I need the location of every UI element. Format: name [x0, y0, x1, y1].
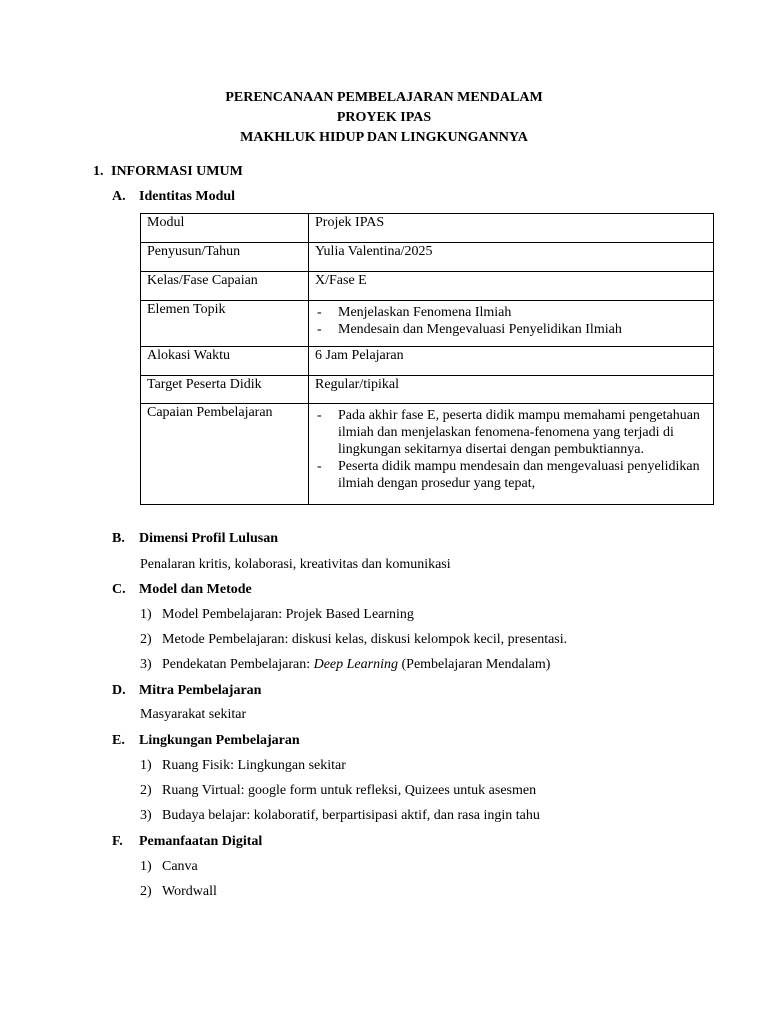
elemen-topik-list [315, 304, 707, 338]
item-number: 1) [140, 758, 152, 773]
section-b-text: Penalaran kritis, kolaborasi, kreativitas dan komunikasi [140, 557, 451, 572]
title-line-3: MAKHLUK HIDUP DAN LINGKUNGANNYA [240, 130, 528, 145]
list-item [140, 884, 217, 901]
row-value: X/Fase E [309, 272, 714, 301]
capaian-cell-content [315, 405, 707, 502]
row-label: Capaian Pembelajaran [141, 404, 309, 505]
section-a-letter: A. [112, 189, 126, 204]
section-f-letter: F. [112, 834, 123, 849]
capaian-list [315, 407, 707, 492]
list-item [140, 632, 567, 649]
table-row [141, 272, 714, 301]
row-label: Elemen Topik [141, 301, 309, 347]
table-row [141, 301, 714, 347]
section-a-label: Identitas Modul [139, 189, 236, 204]
identity-table [140, 213, 714, 505]
item-text-italic: Deep Learning [313, 657, 398, 672]
section-b-label: Dimensi Profil Lulusan [139, 531, 278, 546]
section-c-letter: C. [112, 582, 126, 597]
row-value: Regular/tipikal [309, 376, 714, 404]
section-b-letter: B. [112, 531, 125, 546]
item-number: 1) [140, 859, 152, 874]
section-b-heading [112, 531, 278, 548]
item-number: 3) [140, 657, 152, 672]
row-value [309, 404, 714, 505]
section-1-label: INFORMASI UMUM [111, 164, 243, 179]
item-text: Wordwall [162, 884, 217, 899]
item-text: Metode Pembelajaran: diskusi kelas, diskusi kelompok kecil, presentasi. [162, 632, 568, 647]
item-number: 1) [140, 607, 152, 622]
section-1-heading [93, 164, 243, 181]
table-row [141, 404, 714, 505]
list-item [140, 607, 414, 624]
section-d-letter: D. [112, 683, 126, 698]
section-d-label: Mitra Pembelajaran [139, 683, 262, 698]
table-row [141, 376, 714, 404]
document-title [0, 88, 768, 148]
row-label: Target Peserta Didik [141, 376, 309, 404]
section-e-letter: E. [112, 733, 125, 748]
item-text: Budaya belajar: kolaboratif, berpartisipasi aktif, dan rasa ingin tahu [162, 808, 540, 823]
row-value: Yulia Valentina/2025 [309, 243, 714, 272]
row-value: Projek IPAS [309, 214, 714, 243]
item-number: 3) [140, 808, 152, 823]
section-d-heading [112, 683, 261, 700]
section-d-text: Masyarakat sekitar [140, 707, 247, 722]
section-f-label: Pemanfaatan Digital [139, 834, 263, 849]
section-e-label: Lingkungan Pembelajaran [139, 733, 300, 748]
row-value [309, 301, 714, 347]
item-number: 2) [140, 783, 152, 798]
row-label: Modul [141, 214, 309, 243]
list-item [140, 758, 346, 775]
row-value: 6 Jam Pelajaran [309, 347, 714, 376]
list-item [140, 808, 540, 825]
section-c-heading [112, 582, 252, 599]
list-item [140, 783, 536, 800]
section-f-heading [112, 834, 262, 851]
row-label: Kelas/Fase Capaian [141, 272, 309, 301]
title-line-1: PERENCANAAN PEMBELAJARAN MENDALAM [225, 90, 543, 105]
item-text: Canva [162, 859, 198, 874]
row-label: Penyusun/Tahun [141, 243, 309, 272]
section-c-label: Model dan Metode [139, 582, 252, 597]
table-row [141, 214, 714, 243]
list-item [140, 657, 550, 674]
list-item: - Peserta didik mampu mendesain dan mengevaluasi penyelidikan ilmiah dengan prosedur yang tepat, [315, 458, 707, 492]
item-number: 2) [140, 884, 152, 899]
item-text: Ruang Fisik: Lingkungan sekitar [162, 758, 346, 773]
list-item: - Pada akhir fase E, peserta didik mampu memahami pengetahuan ilmiah dan menjelaskan fenomena-fenomena yang terjadi di lingkungan sekitarnya disertai dengan pembuktiannya. [315, 407, 707, 458]
list-item [140, 859, 198, 876]
section-e-heading [112, 733, 300, 750]
table-row [141, 243, 714, 272]
section-1-number: 1. [93, 164, 104, 179]
item-text: Model Pembelajaran: Projek Based Learning [162, 607, 414, 622]
item-text: Ruang Virtual: google form untuk refleksi, Quizees untuk asesmen [162, 783, 537, 798]
list-item: - Menjelaskan Fenomena Ilmiah [315, 304, 707, 321]
item-text-suffix: (Pembelajaran Mendalam) [398, 657, 551, 672]
row-label: Alokasi Waktu [141, 347, 309, 376]
section-a-heading [112, 189, 235, 206]
title-line-2: PROYEK IPAS [336, 110, 432, 125]
table-row [141, 347, 714, 376]
list-item: - Mendesain dan Mengevaluasi Penyelidikan Ilmiah [315, 321, 707, 338]
item-number: 2) [140, 632, 152, 647]
item-text-prefix: Pendekatan Pembelajaran: [162, 657, 314, 672]
